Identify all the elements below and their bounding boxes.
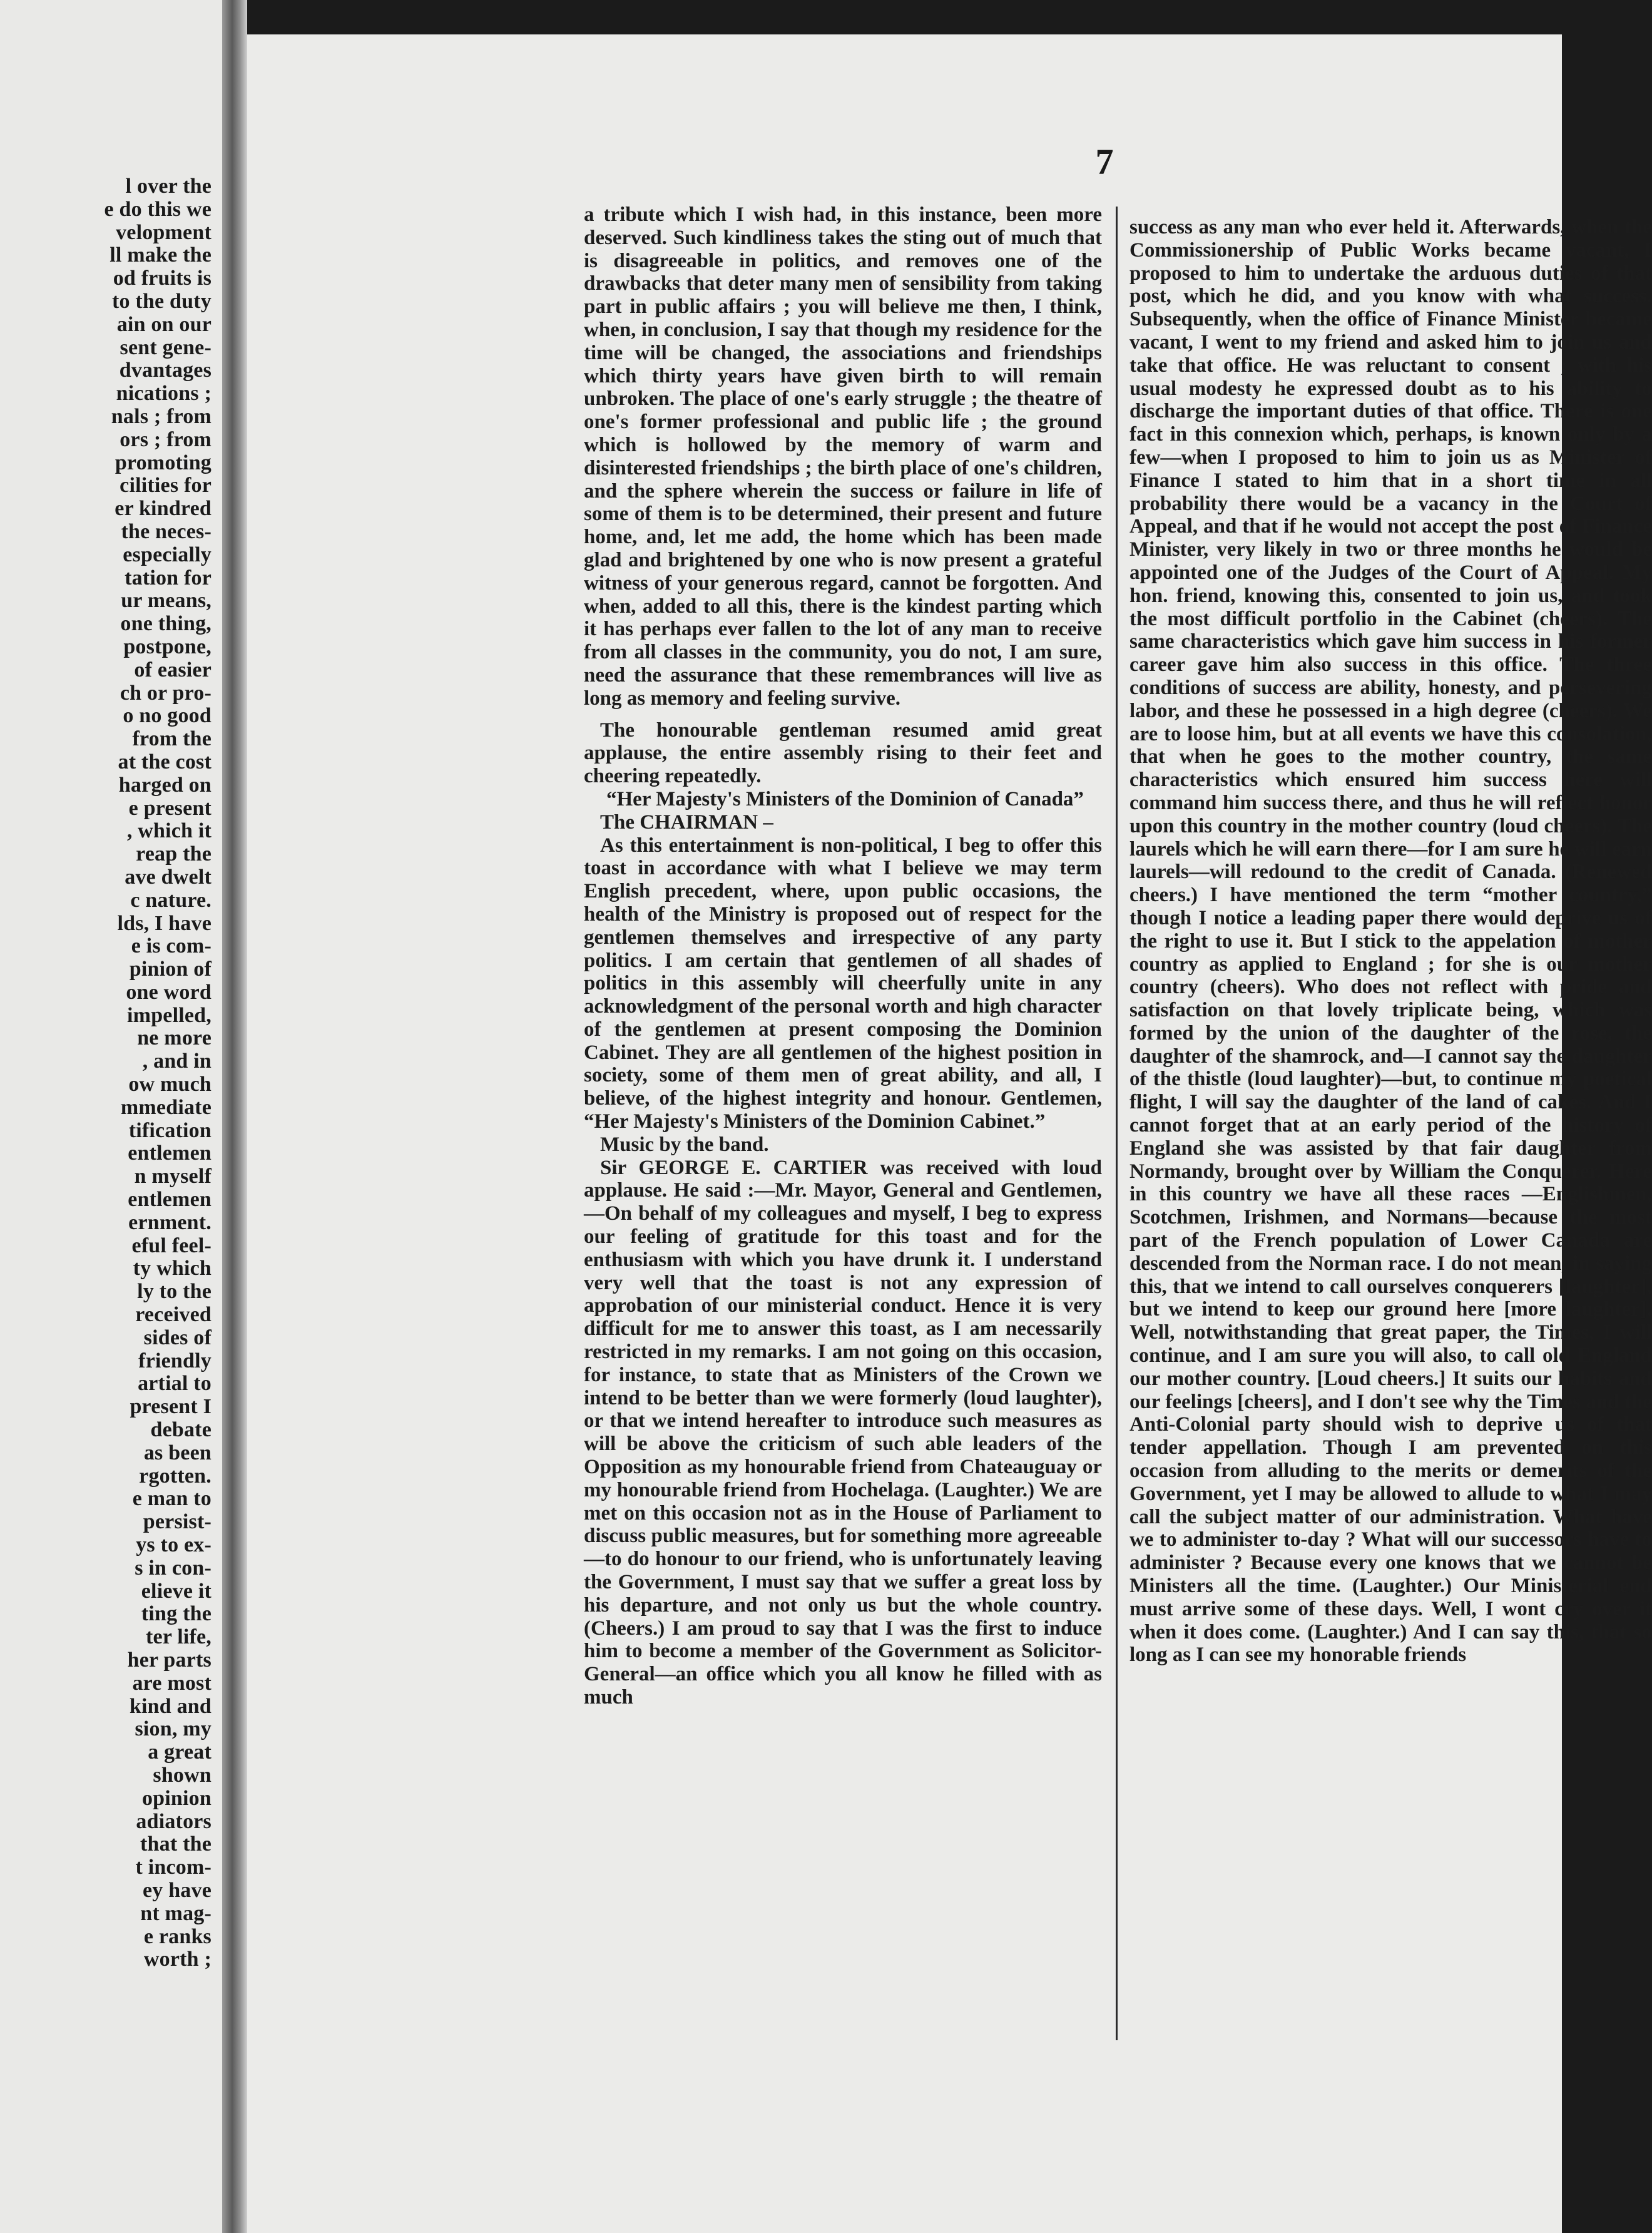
fragment-line: mmediate (120, 1095, 212, 1119)
fragment-line: adiators (136, 1809, 212, 1833)
paragraph: Music by the band. (600, 1133, 769, 1156)
fragment-line: c nature. (130, 888, 212, 912)
fragment-line: the neces- (121, 519, 212, 543)
fragment-line: entlemen (128, 1188, 212, 1212)
fragment-line: impelled, (127, 1003, 212, 1027)
fragment-line: postpone, (123, 635, 212, 658)
fragment-line: , and in (142, 1050, 212, 1073)
fragment-line: ne more (137, 1026, 212, 1050)
fragment-line: n myself (134, 1165, 212, 1188)
fragment-line: as been (143, 1441, 212, 1464)
fragment-line: ur means, (121, 589, 212, 613)
fragment-line: rgotten. (139, 1464, 212, 1488)
fragment-line: of easier (134, 658, 212, 682)
paragraph: success as any man who ever held it. Afterwards, when the Commissionership of Public Works became vacant, I proposed to him to undertake the arduous duties of that post, which he did, and you know with what success. Subsequently, when the office of Finance Minister became vacant, I went to my friend and asked him to join us and take that office. He was reluctant to consent ; with his usual modesty he expressed doubt as to his ability to discharge the important duties of that office. There is one fact in this connexion which, perhaps, is known only by a few—when I proposed to him to join us as Minister of Finance I stated to him that in a short time in all probability there would be a vacancy in the Court of Appeal, and that if he would not accept the post of Finance Minister, very likely in two or three months he would be appointed one of the Judges of the Court of Appeal. My hon. friend, knowing this, consented to join us, and took the most difficult portfolio in the Cabinet (cheers). The same characteristics which gave him success in his former career gave him also success in this office. The three conditions of success are ability, honesty, and persevering labor, and these he possessed in a high degree (cheers). We are to loose him, but at all events we have this consolation, that when he goes to the mother country, the same characteristics which ensured him success here will command him success there, and thus he will reflect honor upon this country in the mother country (loud cheers). The laurels which he will earn there—for I am sure he will earn laurels—will redound to the credit of Canada. (Renewed cheers.) I have mentioned the term “mother country,” though I notice a leading paper there would deprive us of the right to use it. But I stick to the appelation of mother country as applied to England ; for she is our mother country (cheers). Who does not reflect with pride and satisfaction on that lovely triplicate being, which was formed by the union of the daughter of the rose, the daughter of the shamrock, and—I cannot say the daughter of the thistle (loud laughter)—but, to continue my poetical flight, I will say the daughter of the land of cakes. And I cannot forget that at an early period of the history of England she was assisted by that fair daughter from Normandy, brought over by William the Conquerer. Here in this country we have all these races —Englishmen, Scotchmen, Irishmen, and Normans—because the most part of the French population of Lower Canada are descended from the Norman race. I do not mean, in saying this, that we intend to call ourselves conquerers [laughter], but we intend to keep our ground here [more laughter]. Well, notwithstanding that great paper, the Times, I will continue, and I am sure you will also, to call old England our mother country. [Loud cheers.] It suits our habits and our feelings [cheers], and I don't see why the Times and the Anti-Colonial party should wish to deprive us of that tender appellation. Though I am prevented on this occasion from alluding to the merits or demerits of the Government, yet I may be allowed to allude to what I may call the subject matter of our administration. What have we to administer to-day ? What will our successors have to administer ? Because every one knows that we cannot be Ministers all the time. (Laughter.) Our Ministerial end must arrive some of these days. Well, I wont cry over it when it does come. (Laughter.) And I can say this, that so long as I can see my honorable friends (1129, 216, 1652, 1667)
fragment-line: dvantages (119, 359, 212, 382)
fragment-line: present I (130, 1395, 212, 1419)
fragment-line: s in con- (135, 1556, 212, 1580)
fragment-line: harged on (118, 773, 212, 797)
fragment-line: opinion (141, 1786, 212, 1810)
fragment-line: worth ; (143, 1948, 212, 1971)
fragment-line: sion, my (135, 1717, 212, 1741)
fragment-line: ain on our (116, 312, 212, 336)
fragment-line: ernment. (128, 1210, 212, 1234)
fragment-line: entlemen (128, 1142, 212, 1165)
fragment-line: nications ; (116, 382, 212, 406)
fragment-line: ow much (128, 1073, 212, 1096)
fragment-line: t incom- (135, 1856, 212, 1879)
fragment-line: ey have (143, 1878, 212, 1902)
fragment-line: at the cost (118, 750, 212, 774)
fragment-line: elieve it (141, 1579, 212, 1603)
fragment-line: velopment (116, 220, 212, 244)
fragment-line: ll make the (110, 243, 212, 267)
paragraph: The honourable gentleman resumed amid great applause, the entire assembly rising to their feet and cheering repeatedly. (584, 718, 1102, 788)
fragment-line: to the duty (112, 289, 212, 313)
toast-heading: “Her Majesty's Ministers of the Dominion of Canada” (606, 787, 1084, 810)
fragment-line: e is com- (131, 934, 212, 958)
fragment-line: e man to (132, 1487, 212, 1511)
fragment-line: reap the (136, 842, 212, 866)
page-number: 7 (1095, 141, 1114, 182)
text-column-right (1129, 216, 1652, 1667)
fragment-line: her parts (127, 1648, 212, 1672)
fragment-line: e do this we (104, 197, 212, 221)
fragment-line: o no good (123, 704, 212, 728)
fragment-line: cilities for (120, 474, 212, 498)
fragment-line: e ranks (143, 1924, 212, 1948)
fragment-line: eful feel- (131, 1234, 212, 1257)
fragment-line: that the (140, 1832, 212, 1856)
column-rule (1116, 207, 1118, 2040)
fragment-line: received (135, 1303, 212, 1327)
fragment-line: from the (132, 727, 212, 751)
fragment-line: ter life, (146, 1625, 212, 1649)
fragment-line: ors ; from (120, 427, 212, 451)
speaker-heading: The CHAIRMAN – (600, 810, 773, 834)
text-column-left (584, 203, 1102, 1709)
fragment-line: nals ; from (111, 404, 212, 428)
fragment-line: friendly (138, 1349, 212, 1372)
fragment-line: ly to the (137, 1280, 212, 1304)
fragment-line: one thing, (120, 612, 212, 636)
document-page (247, 34, 1652, 2233)
fragment-line: ch or pro- (120, 681, 212, 705)
fragment-line: tification (128, 1118, 212, 1142)
fragment-line: promoting (115, 451, 212, 474)
fragment-line: ty which (133, 1257, 212, 1280)
paragraph: a tribute which I wish had, in this instance, been more deserved. Such kindliness takes the sting out of much that is disagreeable in politics, and removes one of the drawbacks that deter many men of sensibility from taking part in public affairs ; you will believe me then, I think, when, in conclusion, I say that though my residence for the time will be changed, the associations and friendships which thirty years have given birth to will remain unbroken. The place of one's early struggle ; the theatre of one's former professional and public life ; the ground which is hollowed by the memory of warm and disinterested friendships ; the birth place of one's children, and the sphere wherein the success or failure in life of some of them is to be determined, their present and future home, and, let me add, the home which has been made glad and brightened by one who is now present a grateful witness of your generous regard, cannot be forgotten. And when, added to all this, there is the kindest parting which it has perhaps ever fallen to the lot of any man to receive from all classes in the community, you do not, I am sure, need the assurance that these remembrances will live as long as memory and feeling survive. (584, 203, 1102, 710)
fragment-line: are most (132, 1671, 212, 1695)
fragment-line: l over the (125, 175, 212, 198)
fragment-line: especially (123, 543, 212, 566)
fragment-line: artial to (138, 1372, 212, 1396)
fragment-line: kind and (129, 1694, 212, 1718)
fragment-line: pinion of (129, 958, 212, 981)
fragment-line: ys to ex- (136, 1533, 212, 1557)
paragraph: Sir GEORGE E. CARTIER was received with loud applause. He said :—Mr. Mayor, General and Gentlemen,—On behalf of my colleagues and myself, I beg to express our feeling of gratitude for this toast and for the enthusiasm with which you have drunk it. I understand very well that the toast is not any expression of approbation of our ministerial conduct. Hence it is very difficult for me to answer this toast, as I am necessarily restricted in my remarks. I am not going on this occasion, for instance, to state that as Ministers of the Crown we intend to be better than we were formerly (loud laughter), or that we intend hereafter to introduce such measures as will be above the criticism of such able leaders of the Opposition as my honourable friend from Chateauguay or my honourable friend from Hochelaga. (Laughter.) We are met on this occasion not as in the House of Parliament to discuss public measures, but for something more agreeable—to do honour to our friend, who is unfortunately leaving the Government, I must say that we suffer a great loss by his departure, and not only us but the whole country. (Cheers.) I am proud to say that I was the first to induce him to become a member of the Government as Solicitor-General—an office which you all know he filled with as much (584, 1156, 1102, 1709)
fragment-line: ting the (141, 1602, 212, 1626)
facing-page-text-fragments (0, 175, 212, 1971)
fragment-line: debate (150, 1418, 212, 1442)
fragment-line: sent gene- (120, 335, 212, 359)
fragment-line: a great (148, 1740, 212, 1764)
page-gutter (222, 0, 247, 2233)
fragment-line: shown (153, 1763, 212, 1787)
fragment-line: tation for (125, 566, 212, 590)
fragment-line: e present (128, 796, 212, 820)
fragment-line: nt mag- (140, 1901, 212, 1925)
fragment-line: er kindred (115, 497, 212, 521)
facing-page (0, 0, 222, 2233)
fragment-line: one word (126, 980, 212, 1004)
fragment-line: persist- (143, 1510, 212, 1534)
fragment-line: ave dwelt (125, 865, 212, 889)
fragment-line: lds, I have (117, 911, 212, 935)
fragment-line: od fruits is (113, 267, 212, 290)
fragment-line: , which it (126, 819, 212, 843)
fragment-line: sides of (143, 1326, 212, 1349)
paragraph: As this entertainment is non-political, I beg to offer this toast in accordance with what I believe we may term English precedent, where, upon public occasions, the health of the Ministry is proposed out of respect for the gentlemen themselves and irrespective of any party politics. I am certain that gentlemen of all shades of politics in this assembly will cheerfully unite in any acknowledgment of the personal worth and high character of the gentlemen at present composing the Dominion Cabinet. They are all gentlemen of the highest position in society, some of them men of great ability, and all, I believe, of the highest integrity and honour. Gentlemen, “Her Majesty's Ministers of the Dominion Cabinet.” (584, 834, 1102, 1133)
